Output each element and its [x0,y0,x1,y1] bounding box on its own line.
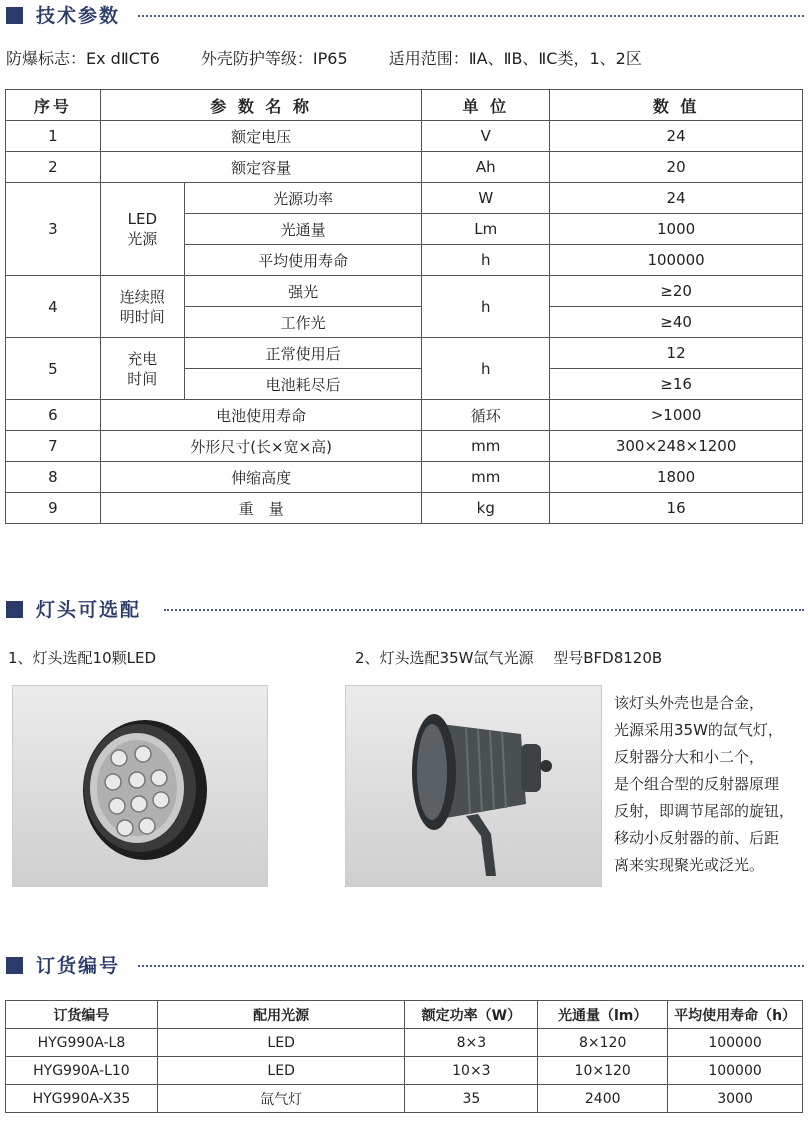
section-header-order-codes [6,952,804,980]
row-unit: Ah [422,152,550,183]
section-title: 灯头可选配 [36,599,142,621]
order-table [5,1000,803,1113]
row-value: 24 [550,121,803,152]
row-name: 工作光 [184,307,422,338]
row-value: 1000 [550,214,803,245]
row-value: 16 [550,493,803,524]
dotted-divider [164,609,804,611]
luminous-flux: 10×120 [538,1057,668,1085]
header-no: 序号 [6,90,101,121]
row-group: 充电 时间 [100,338,184,400]
row-group: 连续照 明时间 [100,276,184,338]
lifetime: 3000 [668,1085,803,1113]
dotted-divider [138,965,804,967]
row-unit: kg [422,493,550,524]
order-code: HYG990A-L10 [6,1057,158,1085]
row-name: 电池耗尽后 [184,369,422,400]
table-row [6,431,803,462]
row-name: 额定容量 [100,152,422,183]
row-name: 重 量 [100,493,422,524]
header-lifetime: 平均使用寿命（h） [668,1001,803,1029]
row-group: LED 光源 [100,183,184,276]
row-name: 平均使用寿命 [184,245,422,276]
header-order-code: 订货编号 [6,1001,158,1029]
row-value: ≥40 [550,307,803,338]
description-line: 反射器分大和小二个， [614,748,765,766]
table-row [6,1085,803,1113]
row-unit: 循环 [422,400,550,431]
protection-level: 外壳防护等级：IP65 [200,49,348,68]
rated-power: 35 [405,1085,538,1113]
table-row [6,400,803,431]
table-row [6,1029,803,1057]
order-code: HYG990A-L8 [6,1029,158,1057]
xenon-lamp-head-icon [346,686,601,886]
header-unit: 单 位 [422,90,550,121]
row-value: ≥20 [550,276,803,307]
row-unit: Lm [422,214,550,245]
row-name: 电池使用寿命 [100,400,422,431]
row-value: 1800 [550,462,803,493]
row-unit: mm [422,462,550,493]
row-value: 100000 [550,245,803,276]
row-no: 8 [6,462,101,493]
section-square-icon [6,957,23,974]
row-value: 300×248×1200 [550,431,803,462]
description-line: 该灯头外壳也是合金， [614,694,765,712]
row-no: 5 [6,338,101,400]
order-code: HYG990A-X35 [6,1085,158,1113]
table-header-row [6,90,803,121]
row-no: 3 [6,183,101,276]
description-line: 离来实现聚光或泛光。 [614,856,765,874]
xenon-description [614,690,810,879]
header-value: 数 值 [550,90,803,121]
led-lamp-photo [12,685,268,887]
header-light-source: 配用光源 [157,1001,405,1029]
row-unit: W [422,183,550,214]
section-header-lamp-options [6,596,804,624]
row-name: 额定电压 [100,121,422,152]
row-name: 光源功率 [184,183,422,214]
application-scope: 适用范围：ⅡA、ⅡB、ⅡC类，1、2区 [388,49,642,68]
lifetime: 100000 [668,1057,803,1085]
row-no: 7 [6,431,101,462]
description-line: 反射，即调节尾部的旋钮， [614,802,795,820]
row-value: 20 [550,152,803,183]
luminous-flux: 8×120 [538,1029,668,1057]
row-no: 2 [6,152,101,183]
light-source: LED [157,1057,405,1085]
row-value: 24 [550,183,803,214]
row-name: 强光 [184,276,422,307]
rated-power: 8×3 [405,1029,538,1057]
row-no: 4 [6,276,101,338]
row-no: 1 [6,121,101,152]
table-row [6,1057,803,1085]
row-unit: h [422,245,550,276]
rated-power: 10×3 [405,1057,538,1085]
option-2-label: 2、灯头选配35W氙气光源 型号BFD8120B [355,649,663,667]
row-name: 外形尺寸(长×宽×高) [100,431,422,462]
row-name: 正常使用后 [184,338,422,369]
table-row [6,276,803,307]
explosion-mark: 防爆标志：Ex dⅡCT6 [6,49,160,68]
option-1-label: 1、灯头选配10颗LED [8,649,157,667]
row-name: 光通量 [184,214,422,245]
led-lamp-head-icon [13,686,267,886]
xenon-lamp-photo [345,685,602,887]
row-unit: h [422,338,550,400]
row-unit: mm [422,431,550,462]
table-row [6,152,803,183]
row-unit: h [422,276,550,338]
table-row [6,462,803,493]
section-title: 订货编号 [36,955,121,977]
light-source: 氙气灯 [157,1085,405,1113]
description-line: 移动小反射器的前、后距 [614,829,780,847]
params-table [5,89,803,524]
lifetime: 100000 [668,1029,803,1057]
row-unit: V [422,121,550,152]
section-square-icon [6,7,23,24]
header-rated-power: 额定功率（W） [405,1001,538,1029]
description-line: 是个组合型的反射器原理 [614,775,780,793]
row-value: 12 [550,338,803,369]
spec-line [6,46,678,69]
description-line: 光源采用35W的氙气灯， [614,721,783,739]
section-header-tech-params [6,2,804,30]
table-row [6,493,803,524]
header-luminous-flux: 光通量（lm） [538,1001,668,1029]
header-name: 参 数 名 称 [100,90,422,121]
table-row [6,121,803,152]
light-source: LED [157,1029,405,1057]
dotted-divider [138,15,804,17]
row-no: 6 [6,400,101,431]
table-row [6,338,803,369]
row-value: >1000 [550,400,803,431]
section-title: 技术参数 [36,5,121,27]
row-no: 9 [6,493,101,524]
luminous-flux: 2400 [538,1085,668,1113]
section-square-icon [6,601,23,618]
table-header-row [6,1001,803,1029]
row-name: 伸缩高度 [100,462,422,493]
row-value: ≥16 [550,369,803,400]
table-row [6,183,803,214]
